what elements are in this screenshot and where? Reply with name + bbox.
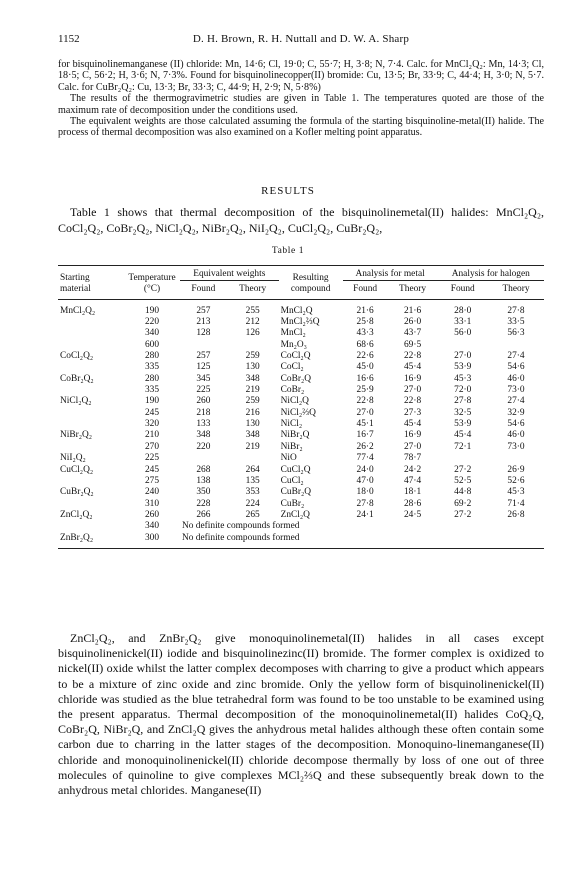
cell-eq-theory: 219 — [245, 385, 260, 396]
cell-temperature: 245 — [144, 464, 160, 475]
col-halogen-found: Found — [450, 284, 475, 295]
table-caption: Table 1 — [271, 246, 305, 256]
cell-eq-theory: 348 — [245, 430, 260, 441]
cell-metal-theory: 24·2 — [403, 464, 422, 475]
cell-halogen-found — [438, 340, 488, 351]
cell-metal-found: 45·0 — [356, 362, 374, 373]
cell-halogen-found: 27·2 — [454, 464, 472, 475]
cell-halogen-found: 56·0 — [454, 328, 472, 339]
cell-metal-found: 68·6 — [356, 339, 374, 350]
cell-resulting-compound: NiBr₂Q — [280, 430, 310, 441]
cell-temperature: 280 — [144, 351, 160, 362]
cell-metal-found: 22·6 — [356, 351, 374, 362]
cell-eq-theory: 130 — [245, 419, 260, 430]
cell-starting-material — [58, 419, 124, 430]
cell-temperature: 190 — [144, 305, 160, 316]
table-row — [58, 328, 544, 339]
table-row — [58, 476, 544, 487]
cell-halogen-found: 45·4 — [454, 430, 472, 441]
cell-halogen-theory: 46·0 — [507, 373, 525, 384]
cell-eq-theory: 265 — [245, 509, 260, 520]
table-row — [58, 408, 544, 419]
table-row — [58, 430, 544, 441]
cell-metal-theory: 45·4 — [403, 419, 422, 430]
table-row — [58, 396, 544, 407]
cell-temperature: 340 — [144, 521, 160, 532]
cell-eq-found — [180, 453, 227, 464]
cell-eq-found: 225 — [196, 385, 211, 396]
cell-note: No definite compounds formed — [182, 532, 300, 543]
cell-metal-found: 26·2 — [356, 441, 374, 452]
table-row — [58, 351, 544, 362]
cell-eq-found: 218 — [196, 407, 211, 418]
cell-halogen-theory: 45·3 — [507, 487, 525, 498]
cell-starting-material: NiI₂Q₂ — [60, 453, 86, 464]
cell-metal-theory: 16·9 — [403, 373, 422, 384]
cell-note: No definite compounds formed — [182, 521, 300, 532]
col-temperature: Temperature (°C) — [128, 272, 176, 294]
cell-temperature: 225 — [144, 453, 160, 464]
cell-eq-found: 345 — [196, 373, 211, 384]
cell-metal-theory: 69·5 — [403, 339, 422, 350]
results-lead-text: Table 1 shows that thermal decomposition of the bisquinolinemetal(II) halides: MnCl₂Q₂, CoCl₂Q₂, CoBr₂Q₂, NiCl₂Q₂, NiBr₂Q₂, NiI₂Q₂, CuCl₂Q₂, CuBr₂Q₂, — [58, 205, 544, 235]
cell-halogen-theory: 56·3 — [507, 328, 525, 339]
cell-eq-theory: 259 — [245, 396, 260, 407]
cell-resulting-compound: CoBr₂Q — [280, 373, 311, 384]
cell-halogen-found: 72·1 — [454, 441, 472, 452]
col-group-analysis-metal: Analysis for metal — [343, 266, 438, 281]
cell-starting-material — [58, 317, 124, 328]
cell-eq-theory: 126 — [245, 328, 260, 339]
results-lead — [58, 205, 544, 236]
cell-metal-theory: 21·6 — [403, 305, 422, 316]
cell-halogen-theory — [488, 340, 544, 351]
table-row — [58, 374, 544, 385]
cell-eq-theory: 353 — [245, 487, 260, 498]
cell-halogen-theory: 27·4 — [507, 396, 525, 407]
cell-resulting-compound: MnCl₂Q — [280, 305, 313, 316]
cell-metal-found: 47·0 — [356, 475, 374, 486]
table-row — [58, 465, 544, 476]
col-resulting-compound: Resulting compound — [290, 272, 331, 294]
cell-metal-found: 18·0 — [356, 487, 374, 498]
cell-temperature: 320 — [144, 419, 160, 430]
cell-halogen-found: 45·3 — [454, 373, 472, 384]
cell-metal-theory: 22·8 — [403, 396, 422, 407]
cell-eq-theory: 212 — [245, 317, 260, 328]
cell-starting-material: CoCl₂Q₂ — [60, 351, 94, 362]
cell-metal-theory: 18·1 — [403, 487, 422, 498]
cell-halogen-found: 28·0 — [454, 305, 472, 316]
cell-temperature: 270 — [144, 441, 160, 452]
cell-halogen-theory: 27·4 — [507, 351, 525, 362]
results-table — [58, 265, 544, 549]
cell-eq-theory: 219 — [245, 441, 260, 452]
cell-resulting-compound: CuCl₂Q — [280, 464, 311, 475]
cell-eq-found: 228 — [196, 498, 211, 509]
table-row — [58, 533, 544, 549]
cell-eq-theory: 264 — [245, 464, 260, 475]
cell-eq-theory: 348 — [245, 373, 260, 384]
cell-metal-theory: 27·3 — [403, 407, 422, 418]
running-authors: D. H. Brown, R. H. Nuttall and D. W. A. Sharp — [192, 33, 410, 45]
table-row — [58, 499, 544, 510]
table-row — [58, 362, 544, 373]
table-row — [58, 317, 544, 328]
cell-eq-theory: 224 — [245, 498, 260, 509]
cell-starting-material — [58, 408, 124, 419]
cell-resulting-compound: CoBr₂ — [280, 385, 305, 396]
cell-eq-theory: 135 — [245, 475, 260, 486]
cell-eq-theory — [227, 340, 279, 351]
cell-starting-material: MnCl₂Q₂ — [60, 305, 96, 316]
cell-eq-found: 220 — [196, 441, 211, 452]
cell-halogen-theory: 27·8 — [507, 305, 525, 316]
cell-eq-found: 128 — [196, 328, 211, 339]
cell-temperature: 190 — [144, 396, 160, 407]
table-row — [58, 419, 544, 430]
cell-halogen-theory: 73·0 — [507, 385, 525, 396]
page-number: 1152 — [58, 33, 80, 45]
discussion-text — [58, 631, 544, 798]
cell-starting-material: ZnCl₂Q₂ — [60, 509, 93, 520]
cell-halogen-found — [438, 453, 488, 464]
cell-metal-found: 43·3 — [356, 328, 374, 339]
col-eq-found: Found — [191, 284, 216, 295]
cell-starting-material — [58, 521, 124, 532]
cell-halogen-found: 52·5 — [454, 475, 472, 486]
cell-eq-theory: 130 — [245, 362, 260, 373]
cell-eq-found: 260 — [196, 396, 211, 407]
cell-metal-found: 27·0 — [356, 407, 374, 418]
cell-resulting-compound: MnCl₂⅔Q — [280, 317, 320, 328]
cell-starting-material: CuBr₂Q₂ — [60, 487, 94, 498]
cell-temperature: 300 — [144, 532, 160, 543]
cell-metal-found: 27·8 — [356, 498, 374, 509]
cell-metal-found: 25·8 — [356, 317, 374, 328]
cell-metal-theory: 26·0 — [403, 317, 422, 328]
cell-temperature: 240 — [144, 487, 160, 498]
cell-starting-material — [58, 476, 124, 487]
table-row — [58, 487, 544, 498]
cell-halogen-found: 53·9 — [454, 419, 472, 430]
cell-halogen-theory: 71·4 — [507, 498, 525, 509]
cell-metal-found: 24·0 — [356, 464, 374, 475]
cell-halogen-found: 27·0 — [454, 351, 472, 362]
cell-halogen-theory: 26·9 — [507, 464, 525, 475]
cell-halogen-found: 69·2 — [454, 498, 472, 509]
cell-halogen-found: 44·8 — [454, 487, 472, 498]
cell-temperature: 600 — [144, 339, 160, 350]
cell-metal-found: 77·4 — [356, 453, 374, 464]
cell-temperature: 210 — [144, 430, 160, 441]
cell-temperature: 310 — [144, 498, 160, 509]
cell-eq-found: 257 — [196, 351, 211, 362]
col-halogen-theory: Theory — [502, 284, 530, 295]
cell-halogen-found: 72·0 — [454, 385, 472, 396]
cell-starting-material: CoBr₂Q₂ — [60, 373, 94, 384]
table-row — [58, 385, 544, 396]
cell-eq-found: 257 — [196, 305, 211, 316]
cell-halogen-theory: 54·6 — [507, 362, 525, 373]
equivalent-weights-paragraph: The equivalent weights are those calculated assuming the formula of the starting bisquinoline-metal(II) halide. The process of thermal decomposition was also examined on a Kofler melting point apparatus. — [58, 116, 544, 139]
cell-temperature: 335 — [144, 385, 160, 396]
cell-metal-theory: 78·7 — [403, 453, 422, 464]
cell-halogen-found: 27·8 — [454, 396, 472, 407]
cell-halogen-theory: 33·5 — [507, 317, 525, 328]
cell-halogen-theory: 32·9 — [507, 407, 525, 418]
cell-resulting-compound: CoCl₂Q — [280, 351, 311, 362]
table-body — [58, 299, 544, 548]
cell-temperature: 275 — [144, 475, 160, 486]
cell-starting-material — [58, 442, 124, 453]
cell-halogen-found: 33·1 — [454, 317, 472, 328]
cell-metal-theory: 47·4 — [403, 475, 422, 486]
cell-temperature: 245 — [144, 407, 160, 418]
cell-eq-found: 133 — [196, 419, 211, 430]
cell-eq-theory: 216 — [245, 407, 260, 418]
cell-halogen-theory: 73·0 — [507, 441, 525, 452]
cell-eq-found: 138 — [196, 475, 211, 486]
cell-metal-theory: 16·9 — [403, 430, 422, 441]
cell-metal-theory: 28·6 — [403, 498, 422, 509]
cell-temperature: 220 — [144, 317, 160, 328]
cell-resulting-compound: NiBr₂ — [280, 441, 303, 452]
cell-metal-theory: 24·5 — [403, 509, 422, 520]
cell-metal-theory: 27·0 — [403, 385, 422, 396]
cell-metal-theory: 27·0 — [403, 441, 422, 452]
table-row — [58, 340, 544, 351]
cell-starting-material — [58, 340, 124, 351]
cell-resulting-compound: NiO — [280, 453, 297, 464]
cell-resulting-compound: ZnCl₂Q — [280, 509, 310, 520]
cell-starting-material: NiCl₂Q₂ — [60, 396, 92, 407]
cell-metal-found: 24·1 — [356, 509, 374, 520]
cell-starting-material — [58, 328, 124, 339]
cell-temperature: 260 — [144, 509, 160, 520]
cell-metal-found: 21·6 — [356, 305, 374, 316]
cell-temperature: 340 — [144, 328, 160, 339]
cell-eq-theory: 255 — [245, 305, 260, 316]
cell-eq-found: 125 — [196, 362, 211, 373]
cell-metal-found: 16·6 — [356, 373, 374, 384]
page-header — [58, 33, 544, 49]
cell-halogen-theory: 52·6 — [507, 475, 525, 486]
cell-starting-material: NiBr₂Q₂ — [60, 430, 93, 441]
cell-metal-theory: 43·7 — [403, 328, 422, 339]
cell-halogen-found: 27·2 — [454, 509, 472, 520]
cell-eq-theory — [227, 453, 279, 464]
cell-halogen-theory — [488, 453, 544, 464]
discussion-paragraph: ZnCl₂Q₂, and ZnBr₂Q₂ give monoquinolinemetal(II) halides in all cases except bisquinolinenickel(II) iodide and bisquinolinezinc(II) bromide. The former complex is oxidized to nickel(II) oxide whilst the latter complex decomposes with charring to give a product which appears to be a mixture of zinc oxide and zinc bromide. Only the yellow form of bisquinolinenickel(II) chloride was studied as the blue tetrahedral form was found to be too unstable to be examined using the present apparatus. Thermal decomposition of the monoquinolinemetal(II) halides CoQ₂Q, CoBr₂Q, NiBr₂Q, and ZnCl₂Q gives the anhydrous metal halides although these often contain some carbon due to charring in the latter stages of the decomposition. Monoquino-linemanganese(II) chloride and monoquinolinenickel(II) chloride decompose thermally by loss of one out of three molecules of quinoline to give complexes MCl₂⅔Q and these subsequently break down to the anhydrous metal chlorides. Manganese(II) — [58, 631, 544, 798]
cell-resulting-compound: NiCl₂Q — [280, 396, 309, 407]
cell-starting-material: ZnBr₂Q₂ — [60, 532, 94, 543]
col-group-analysis-halogen: Analysis for halogen — [438, 266, 544, 281]
cell-resulting-compound: CoCl₂ — [280, 362, 304, 373]
cell-metal-found: 45·1 — [356, 419, 374, 430]
cell-metal-found: 16·7 — [356, 430, 374, 441]
cell-halogen-theory: 54·6 — [507, 419, 525, 430]
cell-resulting-compound: MnCl₂ — [280, 328, 306, 339]
cell-eq-found: 268 — [196, 464, 211, 475]
cell-resulting-compound: NiCl₂⅔Q — [280, 407, 316, 418]
col-starting-material: Starting material — [60, 272, 91, 294]
cell-eq-theory: 259 — [245, 351, 260, 362]
cell-starting-material — [58, 385, 124, 396]
cell-starting-material: CuCl₂Q₂ — [60, 464, 94, 475]
table-row — [58, 510, 544, 521]
cell-resulting-compound: NiCl₂ — [280, 419, 303, 430]
section-heading: RESULTS — [261, 185, 315, 197]
thermogravimetric-paragraph: The results of the thermogravimetric studies are given in Table 1. The temperatures quoted are those of the maximum rate of decomposition under the conditions used. — [58, 93, 544, 116]
cell-eq-found: 266 — [196, 509, 211, 520]
cell-metal-theory: 22·8 — [403, 351, 422, 362]
cell-resulting-compound: Mn₂O₃ — [280, 339, 307, 350]
table-row — [58, 299, 544, 317]
cell-temperature: 280 — [144, 373, 160, 384]
cell-starting-material — [58, 362, 124, 373]
cell-eq-found: 350 — [196, 487, 211, 498]
experimental-text — [58, 59, 544, 139]
cell-resulting-compound: CuBr₂Q — [280, 487, 311, 498]
cell-resulting-compound: CuCl₂ — [280, 475, 304, 486]
cell-metal-found: 22·8 — [356, 396, 374, 407]
analysis-paragraph: for bisquinolinemanganese (II) chloride: Mn, 14·6; Cl, 19·0; C, 55·7; H, 3·8; N, 7·4. Calc. for MnCl₂Q₂: Mn, 14·3; Cl, 18·5; C, 56·2; H, 3·6; N, 7·3%. Found for bisquinolinecopper(II) bromide: Cu, 13·5; Br, 33·9; C, 44·4; H, 3·0; N, 5·7. Calc. for CuBr₂Q₂: Cu, 13·3; Br, 33·3; C, 44·9; H, 2·9; N, 5·8%) — [58, 59, 544, 93]
cell-halogen-theory: 46·0 — [507, 430, 525, 441]
cell-temperature: 335 — [144, 362, 160, 373]
col-group-equivalent-weights: Equivalent weights — [180, 266, 279, 281]
cell-eq-found: 213 — [196, 317, 211, 328]
cell-eq-found: 348 — [196, 430, 211, 441]
cell-metal-found: 25·9 — [356, 385, 374, 396]
col-metal-theory: Theory — [399, 284, 427, 295]
table-row — [58, 442, 544, 453]
cell-halogen-found: 32·5 — [454, 407, 472, 418]
table-row — [58, 521, 544, 532]
col-eq-theory: Theory — [239, 284, 267, 295]
cell-halogen-found: 53·9 — [454, 362, 472, 373]
cell-resulting-compound: CuBr₂ — [280, 498, 305, 509]
col-metal-found: Found — [353, 284, 378, 295]
table-row — [58, 453, 544, 464]
cell-halogen-theory: 26·8 — [507, 509, 525, 520]
cell-starting-material — [58, 499, 124, 510]
cell-eq-found — [180, 340, 227, 351]
cell-metal-theory: 45·4 — [403, 362, 422, 373]
